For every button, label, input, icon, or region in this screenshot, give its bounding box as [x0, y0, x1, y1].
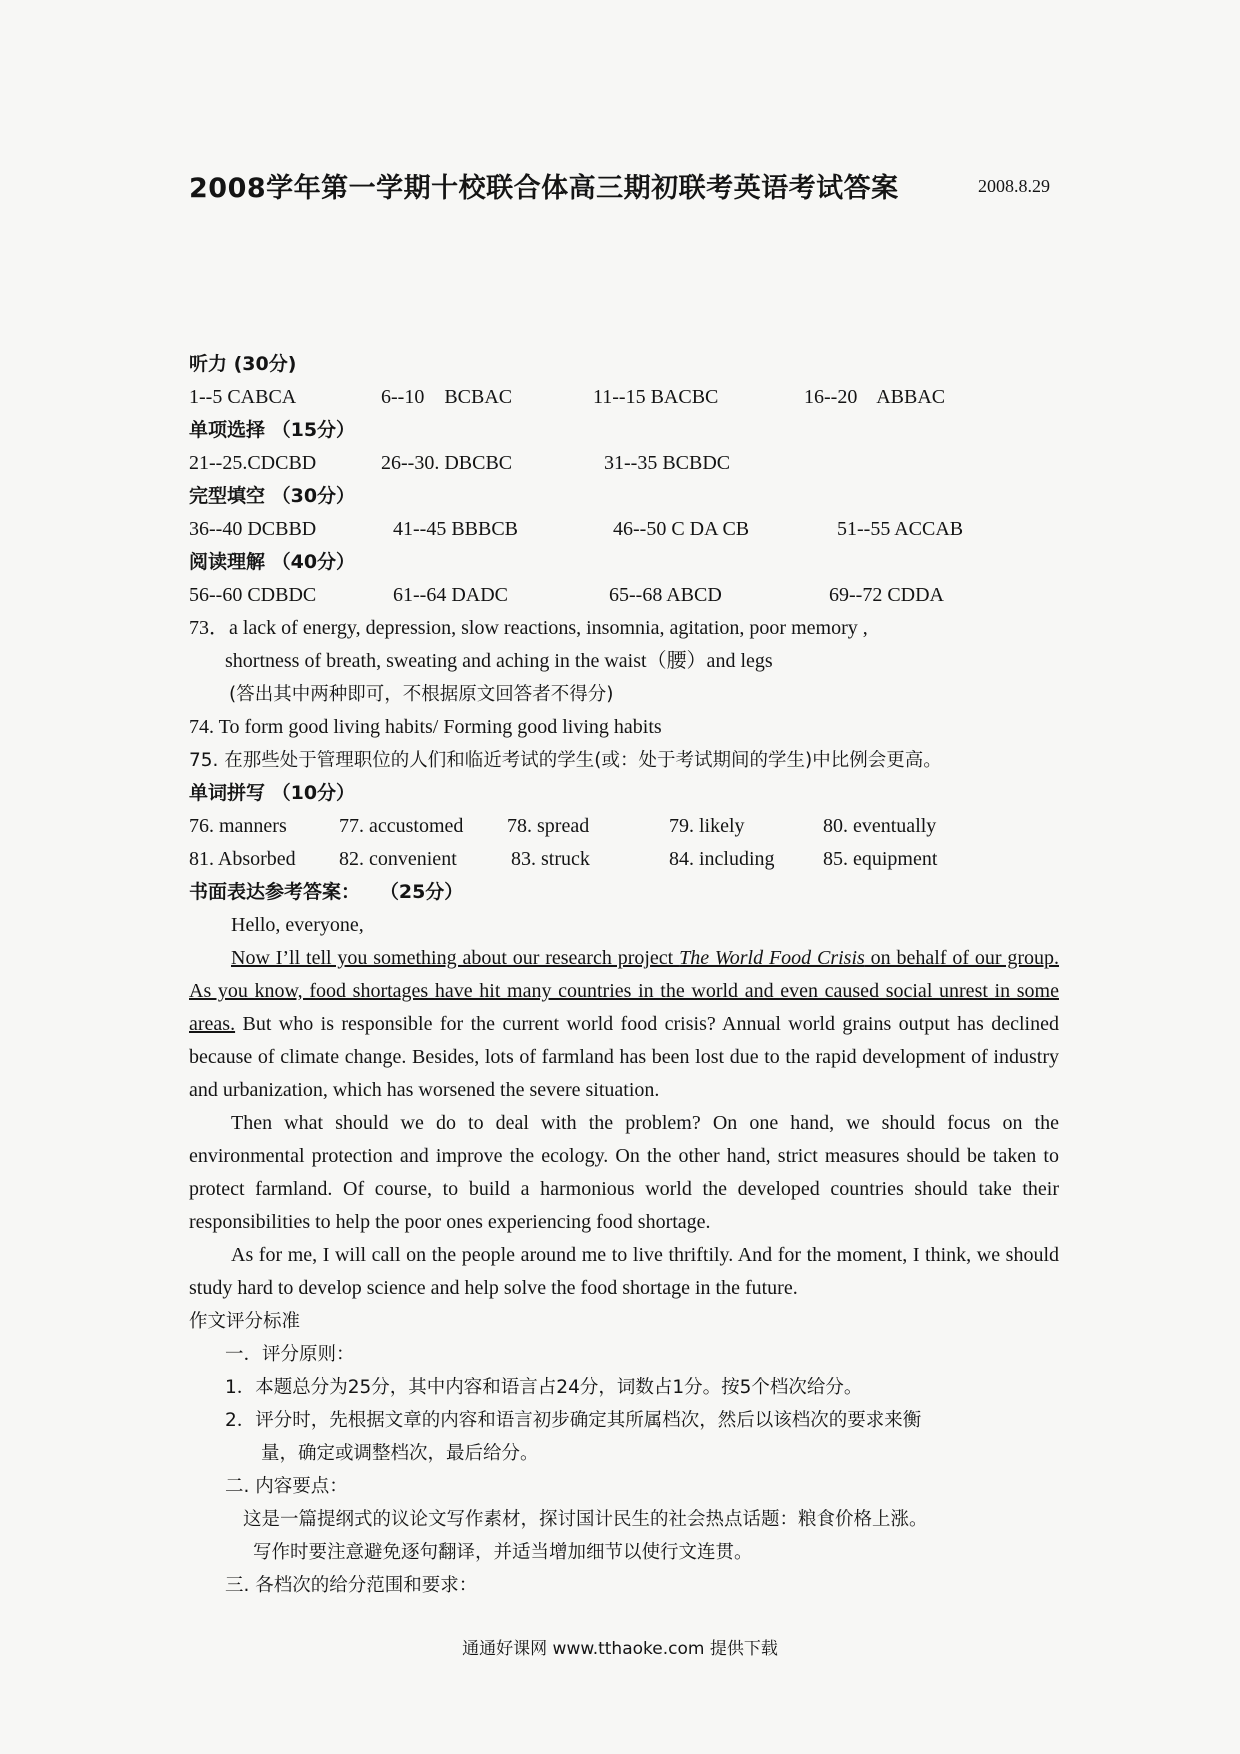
answer-group: 61--64 DADC [393, 584, 508, 606]
word-answer: 83. struck [511, 848, 590, 870]
spelling-heading: 单词拼写 （10分） [189, 782, 356, 804]
answer-group: 16--20 ABBAC [804, 386, 946, 408]
essay-paragraph-2: Then what should we do to deal with the problem? On one hand, we should focus on the environmental protection and improve the ecology. On the other hand, strict measures should be taken to protect farmland. Of course, to build a harmonious world the developed countries should take their responsibilities to help the poor ones experiencing food shortage. [189, 1112, 1059, 1233]
answer-group: 65--68 ABCD [609, 584, 722, 606]
scoring-rule-2-line1: 2．评分时，先根据文章的内容和语言初步确定其所属档次，然后以该档次的要求来衡 [225, 1410, 922, 1431]
scoring-rule-2-line2: 量，确定或调整档次，最后给分。 [261, 1443, 539, 1464]
listening-heading: 听力 (30分) [189, 353, 297, 375]
word-answer: 85. equipment [823, 848, 938, 870]
essay-paragraph-3: As for me, I will call on the people around me to live thriftily. And for the moment, I think, we should study hard to develop science and help solve the food shortage in the future. [189, 1244, 1059, 1299]
essay-paragraph-1 [189, 942, 1059, 1107]
q73-answer-line1: 73．a lack of energy, depression, slow reactions, insomnia, agitation, poor memory , [189, 617, 868, 639]
answer-group: 41--45 BBBCB [393, 518, 519, 540]
word-answer: 84. including [669, 848, 775, 870]
document-title: 2008学年第一学期十校联合体高三期初联考英语考试答案 [189, 173, 899, 204]
q74-answer: 74. To form good living habits/ Forming good living habits [189, 716, 662, 738]
answer-group: 11--15 BACBC [593, 386, 719, 408]
essay-greeting: Hello, everyone, [231, 914, 364, 936]
content-point-line1: 这是一篇提纲式的议论文写作素材，探讨国计民生的社会热点话题：粮食价格上涨。 [243, 1509, 928, 1530]
answer-group: 6--10 BCBAC [381, 386, 513, 408]
cloze-answers [189, 513, 1059, 546]
principle-title: 一．评分原则： [225, 1344, 355, 1365]
download-footer: 通通好课网 www.tthaoke.com 提供下载 [462, 1639, 778, 1659]
listening-answers [189, 381, 1059, 414]
answer-group: 31--35 BCBDC [604, 452, 731, 474]
reading-answers [189, 579, 1059, 612]
single-choice-answers [189, 447, 1059, 480]
essay-underlined-text: on behalf of our group. As you know, food shortages have hit many countries in the world and even caused social unrest in some areas. [189, 947, 1060, 1035]
answer-group: 21--25.CDCBD [189, 452, 317, 474]
cloze-heading: 完型填空 （30分） [189, 485, 356, 507]
answer-group: 51--55 ACCAB [837, 518, 964, 540]
answer-group: 36--40 DCBBD [189, 518, 317, 540]
answer-group: 1--5 CABCA [189, 386, 297, 408]
scoring-rule-1: 1．本题总分为25分，其中内容和语言占24分，词数占1分。按5个档次给分。 [225, 1377, 863, 1398]
answer-group: 26--30. DBCBC [381, 452, 513, 474]
q73-scoring-note: (答出其中两种即可，不根据原文回答者不得分) [229, 684, 614, 705]
answer-group: 56--60 CDBDC [189, 584, 317, 606]
q75-answer: 75. 在那些处于管理职位的人们和临近考试的学生(或：处于考试期间的学生)中比例会更高。 [189, 750, 942, 771]
answer-group: 46--50 C DA CB [613, 518, 750, 540]
word-answer: 78. spread [507, 815, 590, 837]
answer-content [189, 348, 1059, 1602]
spelling-row-2 [189, 843, 1059, 876]
essay-project-title: The World Food Crisis [679, 947, 865, 969]
word-answer: 76. manners [189, 815, 287, 837]
spelling-row-1 [189, 810, 1059, 843]
word-answer: 81. Absorbed [189, 848, 296, 870]
q73-answer-line2: shortness of breath, sweating and aching in the waist（腰）and legs [225, 650, 773, 672]
answer-group: 69--72 CDDA [829, 584, 944, 606]
document-date: 2008.8.29 [978, 176, 1050, 196]
content-point-line2: 写作时要注意避免逐句翻译，并适当增加细节以使行文连贯。 [253, 1542, 753, 1563]
grade-range-title: 三. 各档次的给分范围和要求： [225, 1575, 478, 1596]
reading-heading: 阅读理解 （40分） [189, 551, 356, 573]
essay-text: But who is responsible for the current world food crisis? Annual world grains output has declined because of climate change. Besides, lots of farmland has been lost due to the rapid development of industry and urbanization, which has worsened the severe situation. [189, 1013, 1059, 1101]
criteria-heading: 作文评分标准 [189, 1311, 301, 1332]
word-answer: 80. eventually [823, 815, 937, 837]
content-title: 二. 内容要点： [225, 1476, 348, 1497]
word-answer: 79. likely [669, 815, 745, 837]
single-choice-heading: 单项选择 （15分） [189, 419, 356, 441]
writing-heading: 书面表达参考答案： （25分） [189, 881, 464, 903]
word-answer: 77. accustomed [339, 815, 464, 837]
essay-underlined-text: Now I’ll tell you something about our research project [231, 947, 680, 969]
word-answer: 82. convenient [339, 848, 457, 870]
